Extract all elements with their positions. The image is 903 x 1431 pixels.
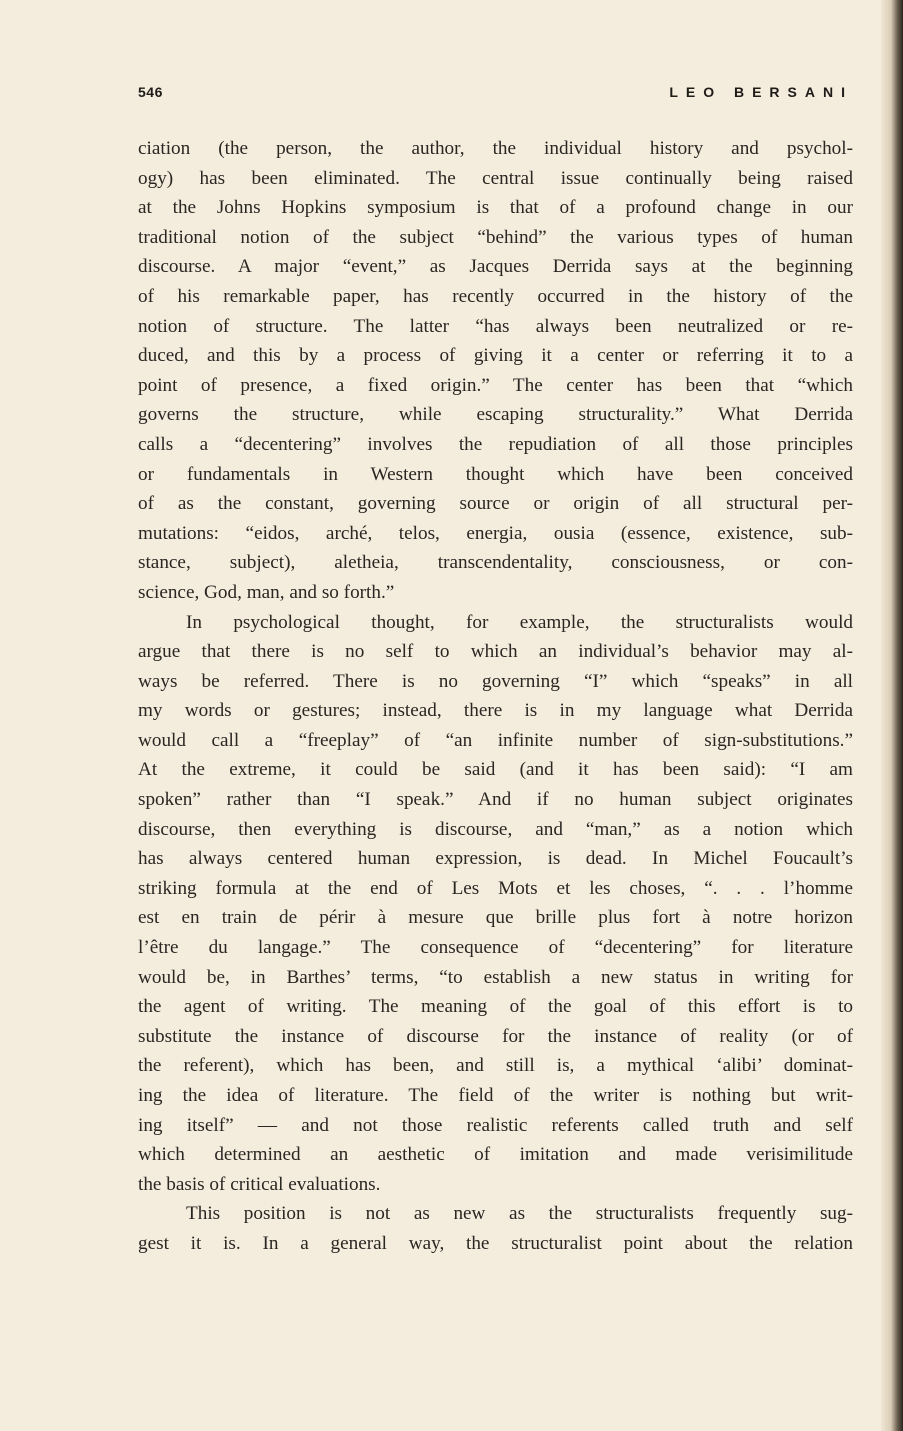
text-line: science, God, man, and so forth.” — [138, 581, 395, 603]
page-header — [138, 84, 853, 104]
text-line: ing the idea of literature. The field of the writer is nothing but writ- — [138, 1085, 853, 1106]
text-line: the basis of critical evaluations. — [138, 1173, 381, 1195]
text-line: governs the structure, while escaping structurality.” What Derrida — [138, 404, 853, 426]
text-line: At the extreme, it could be said (and it has been said): “I am — [138, 759, 853, 781]
text-line: argue that there is no self to which an individual’s behavior may al- — [138, 641, 853, 663]
text-line: traditional notion of the subject “behind” the various types of human — [138, 226, 853, 248]
text-line: striking formula at the end of Les Mots et les choses, “. . . l’homme — [138, 877, 853, 899]
text-line: ways be referred. There is no governing “I” which “speaks” in all — [138, 670, 853, 692]
text-line: at the Johns Hopkins symposium is that of a profound change in our — [138, 197, 853, 219]
text-line: would call a “freeplay” of “an infinite number of sign-substitutions.” — [138, 729, 853, 751]
text-line: notion of structure. The latter “has always been neutralized or re- — [138, 315, 853, 337]
text-line: discourse, then everything is discourse, and “man,” as a notion which — [138, 818, 853, 840]
text-line: duced, and this by a process of giving it a center or referring it to a — [138, 345, 853, 367]
body-text — [138, 134, 853, 1259]
page-number: 546 — [138, 84, 163, 100]
text-line: has always centered human expression, is dead. In Michel Foucault’s — [138, 848, 853, 870]
text-line: spoken” rather than “I speak.” And if no human subject originates — [138, 789, 853, 811]
text-line: In psychological thought, for example, the structuralists would — [186, 611, 853, 633]
text-line: substitute the instance of discourse for the instance of reality (or of — [138, 1025, 853, 1047]
text-line: stance, subject), aletheia, transcendentality, consciousness, or con- — [138, 552, 853, 574]
text-line: would be, in Barthes’ terms, “to establish a new status in writing for — [138, 966, 853, 988]
text-line: ciation (the person, the author, the individual history and psychol- — [138, 138, 853, 159]
text-line: point of presence, a fixed origin.” The center has been that “which — [138, 374, 853, 396]
text-line: of his remarkable paper, has recently occurred in the history of the — [138, 285, 853, 307]
running-head: LEO BERSANI — [669, 84, 853, 100]
text-line: or fundamentals in Western thought which have been conceived — [138, 463, 853, 485]
text-line: ogy) has been eliminated. The central issue continually being raised — [138, 167, 853, 189]
text-line: discourse. A major “event,” as Jacques Derrida says at the beginning — [138, 256, 853, 278]
page-binding-edge — [881, 0, 903, 1431]
text-line: gest it is. In a general way, the structuralist point about the relation — [138, 1232, 853, 1254]
text-line: which determined an aesthetic of imitation and made verisimilitude — [138, 1144, 853, 1166]
text-line: calls a “decentering” involves the repudiation of all those principles — [138, 433, 853, 455]
text-line: ing itself” — and not those realistic referents called truth and self — [138, 1114, 853, 1136]
text-line: my words or gestures; instead, there is in my language what Derrida — [138, 700, 853, 722]
text-line: l’être du langage.” The consequence of “decentering” for literature — [138, 937, 853, 959]
text-line: the agent of writing. The meaning of the goal of this effort is to — [138, 996, 853, 1018]
text-line: est en train de périr à mesure que brille plus fort à notre horizon — [138, 907, 853, 929]
text-line: mutations: “eidos, arché, telos, energia, ousia (essence, existence, sub- — [138, 522, 853, 544]
text-line: of as the constant, governing source or origin of all structural per- — [138, 493, 853, 515]
text-line: the referent), which has been, and still is, a mythical ‘alibi’ dominat- — [138, 1055, 853, 1077]
text-line: This position is not as new as the structuralists frequently sug- — [186, 1203, 853, 1225]
